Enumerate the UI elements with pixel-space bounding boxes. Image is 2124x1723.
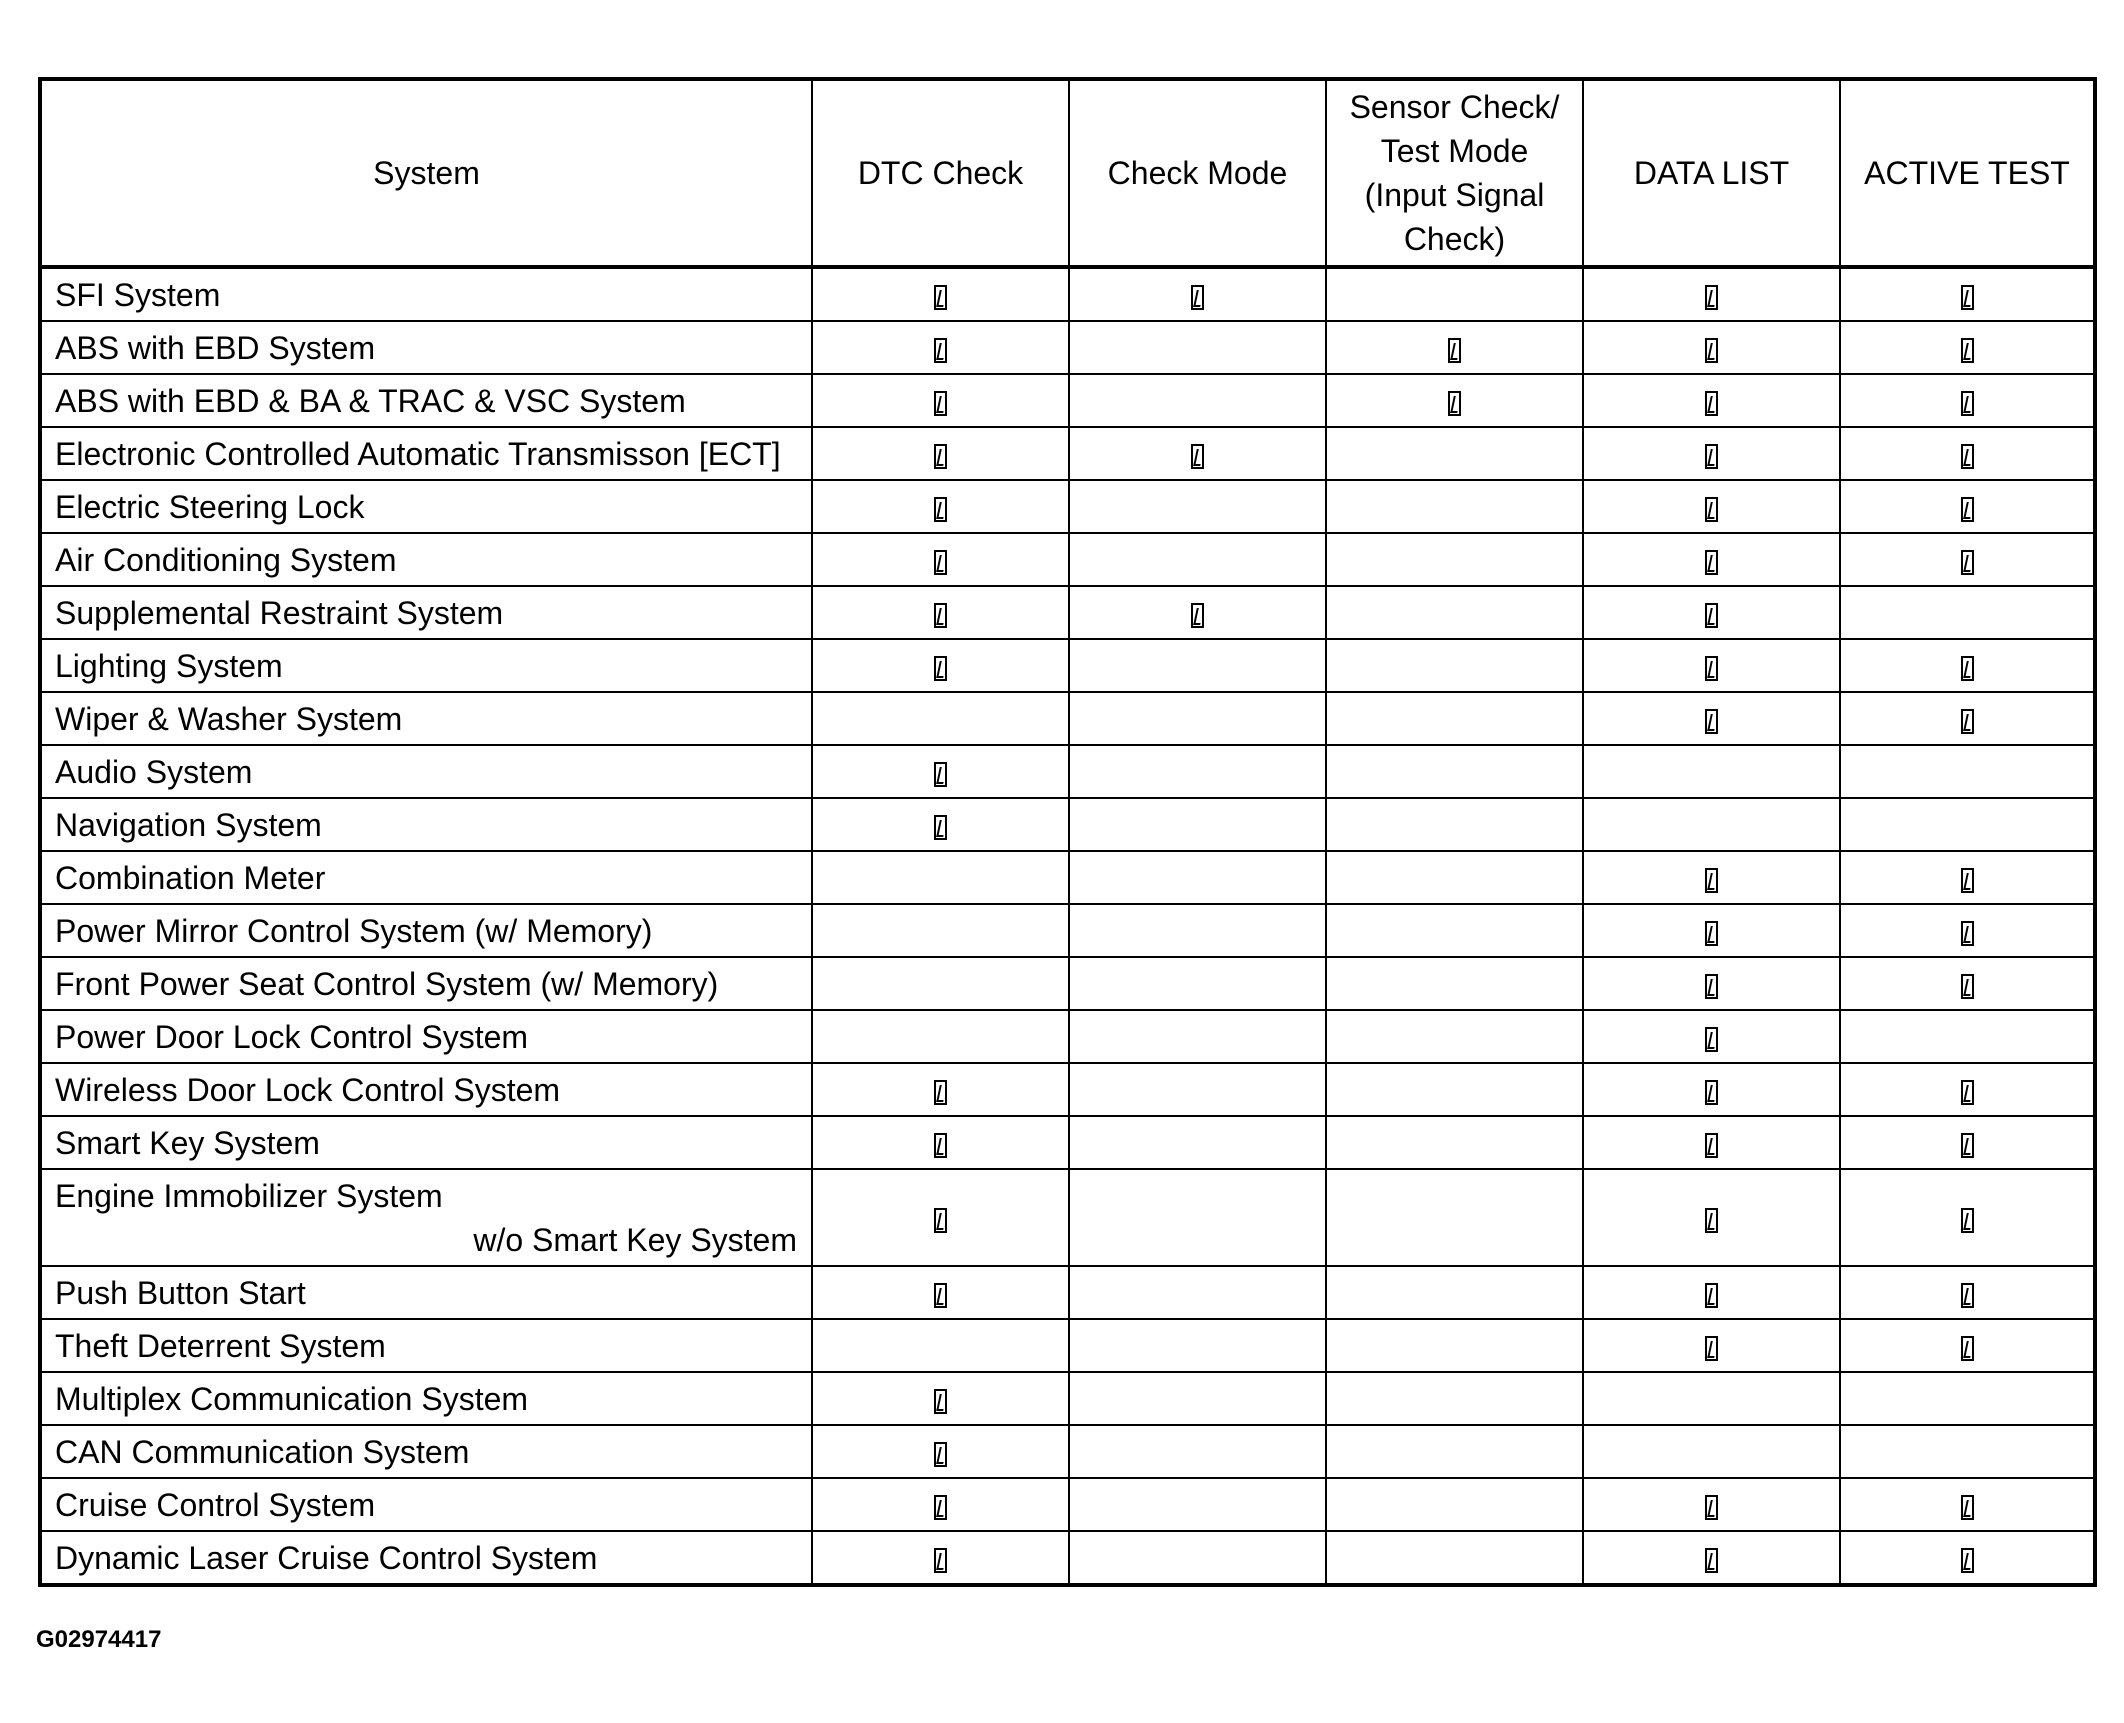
check-box-glyph-icon — [934, 550, 947, 575]
system-name-cell — [40, 267, 812, 321]
system-name-cell — [40, 1010, 812, 1063]
system-name: Power Mirror Control System (w/ Memory) — [55, 912, 653, 949]
check-box-glyph-icon — [934, 656, 947, 681]
mark-cell — [1326, 1169, 1583, 1266]
check-box-glyph-icon — [1705, 603, 1718, 628]
system-name-cell — [40, 1319, 812, 1372]
mark-cell — [1840, 1169, 2095, 1266]
mark-cell — [1840, 639, 2095, 692]
system-name: SFI System — [55, 276, 221, 313]
check-box-glyph-icon — [934, 497, 947, 522]
check-box-glyph-icon — [1191, 603, 1204, 628]
check-box-glyph-icon — [1961, 444, 1974, 469]
check-box-glyph-icon — [1961, 1495, 1974, 1520]
mark-cell — [1326, 267, 1583, 321]
system-function-table — [38, 77, 2097, 1587]
check-box-glyph-icon — [1705, 1208, 1718, 1233]
mark-cell — [1583, 586, 1840, 639]
mark-cell — [1069, 745, 1326, 798]
system-name: ABS with EBD System — [55, 329, 376, 366]
mark-cell — [1583, 1266, 1840, 1319]
system-name: Power Door Lock Control System — [55, 1018, 529, 1055]
system-name: Push Button Start — [55, 1274, 306, 1311]
check-box-glyph-icon — [1705, 1495, 1718, 1520]
mark-cell — [812, 267, 1069, 321]
check-box-glyph-icon — [1961, 1133, 1974, 1158]
mark-cell — [1069, 1063, 1326, 1116]
mark-cell — [1840, 1266, 2095, 1319]
column-header-system: System — [40, 79, 812, 267]
mark-cell — [812, 639, 1069, 692]
check-box-glyph-icon — [1705, 1283, 1718, 1308]
mark-cell — [812, 1478, 1069, 1531]
table-row — [40, 267, 2095, 321]
check-box-glyph-icon — [1705, 1336, 1718, 1361]
table-row — [40, 798, 2095, 851]
check-box-glyph-icon — [1961, 338, 1974, 363]
system-name-cell — [40, 798, 812, 851]
system-name: Audio System — [55, 753, 253, 790]
system-name-cell — [40, 1116, 812, 1169]
system-subtitle: w/o Smart Key System — [473, 1221, 797, 1258]
check-box-glyph-icon — [934, 1495, 947, 1520]
check-box-glyph-icon — [1705, 921, 1718, 946]
mark-cell — [812, 904, 1069, 957]
column-header-sensor-check — [1326, 79, 1583, 267]
check-box-glyph-icon — [1961, 285, 1974, 310]
check-box-glyph-icon — [934, 444, 947, 469]
check-box-glyph-icon — [1705, 338, 1718, 363]
system-name-cell — [40, 586, 812, 639]
column-header-dtc-check: DTC Check — [812, 79, 1069, 267]
system-name: Wireless Door Lock Control System — [55, 1071, 561, 1108]
sensor-check-header-text: Sensor Check/ Test Mode (Input Signal Check) — [1349, 89, 1560, 257]
check-box-glyph-icon — [1961, 1548, 1974, 1573]
system-name-cell — [40, 321, 812, 374]
check-box-glyph-icon — [934, 1133, 947, 1158]
check-box-glyph-icon — [934, 1442, 947, 1467]
mark-cell — [1326, 639, 1583, 692]
check-box-glyph-icon — [1961, 497, 1974, 522]
check-box-glyph-icon — [1961, 656, 1974, 681]
table-row — [40, 1425, 2095, 1478]
mark-cell — [1840, 267, 2095, 321]
table-row — [40, 480, 2095, 533]
check-box-glyph-icon — [1448, 391, 1461, 416]
check-box-glyph-icon — [934, 1080, 947, 1105]
mark-cell — [1840, 1116, 2095, 1169]
check-box-glyph-icon — [1705, 1133, 1718, 1158]
mark-cell — [1840, 904, 2095, 957]
mark-cell — [1326, 374, 1583, 427]
table-row — [40, 1531, 2095, 1585]
mark-cell — [1326, 321, 1583, 374]
mark-cell — [812, 745, 1069, 798]
table-row — [40, 1478, 2095, 1531]
table-row — [40, 904, 2095, 957]
system-name-cell — [40, 374, 812, 427]
mark-cell — [1069, 1425, 1326, 1478]
mark-cell — [1583, 480, 1840, 533]
check-box-glyph-icon — [934, 1283, 947, 1308]
mark-cell — [1840, 851, 2095, 904]
table-row — [40, 745, 2095, 798]
mark-cell — [1583, 1319, 1840, 1372]
mark-cell — [1069, 374, 1326, 427]
column-header-check-mode: Check Mode — [1069, 79, 1326, 267]
table-row — [40, 1010, 2095, 1063]
system-name: CAN Communication System — [55, 1433, 470, 1470]
check-box-glyph-icon — [1191, 444, 1204, 469]
mark-cell — [1840, 745, 2095, 798]
mark-cell — [812, 1266, 1069, 1319]
mark-cell — [1326, 851, 1583, 904]
table-row — [40, 1372, 2095, 1425]
mark-cell — [1583, 427, 1840, 480]
mark-cell — [1840, 1010, 2095, 1063]
table-row — [40, 1116, 2095, 1169]
mark-cell — [1583, 1478, 1840, 1531]
mark-cell — [1583, 374, 1840, 427]
mark-cell — [1069, 427, 1326, 480]
mark-cell — [1583, 1531, 1840, 1585]
mark-cell — [1326, 1116, 1583, 1169]
mark-cell — [1069, 798, 1326, 851]
check-box-glyph-icon — [934, 1548, 947, 1573]
system-name-cell — [40, 639, 812, 692]
mark-cell — [1326, 904, 1583, 957]
mark-cell — [1326, 480, 1583, 533]
system-name: Electric Steering Lock — [55, 488, 365, 525]
mark-cell — [1326, 957, 1583, 1010]
mark-cell — [1069, 1169, 1326, 1266]
system-name: Air Conditioning System — [55, 541, 397, 578]
mark-cell — [1326, 1266, 1583, 1319]
check-box-glyph-icon — [1448, 338, 1461, 363]
system-name: Navigation System — [55, 806, 322, 843]
mark-cell — [1583, 1169, 1840, 1266]
mark-cell — [1840, 798, 2095, 851]
check-box-glyph-icon — [1961, 974, 1974, 999]
mark-cell — [1840, 1319, 2095, 1372]
mark-cell — [1583, 639, 1840, 692]
table-row — [40, 586, 2095, 639]
check-box-glyph-icon — [934, 285, 947, 310]
mark-cell — [812, 586, 1069, 639]
system-name: Multiplex Communication System — [55, 1380, 529, 1417]
system-name-cell — [40, 851, 812, 904]
mark-cell — [1583, 904, 1840, 957]
mark-cell — [1326, 1319, 1583, 1372]
system-name: Smart Key System — [55, 1124, 320, 1161]
table-body — [40, 267, 2095, 1585]
mark-cell — [812, 1116, 1069, 1169]
system-name: Front Power Seat Control System (w/ Memory) — [55, 965, 719, 1002]
mark-cell — [812, 1319, 1069, 1372]
mark-cell — [1326, 533, 1583, 586]
system-name: Lighting System — [55, 647, 283, 684]
table-row — [40, 427, 2095, 480]
mark-cell — [1840, 533, 2095, 586]
mark-cell — [1583, 957, 1840, 1010]
mark-cell — [812, 692, 1069, 745]
table-row — [40, 1169, 2095, 1266]
table-row — [40, 692, 2095, 745]
mark-cell — [1583, 1372, 1840, 1425]
system-name-cell — [40, 480, 812, 533]
mark-cell — [1069, 639, 1326, 692]
mark-cell — [1069, 1266, 1326, 1319]
check-box-glyph-icon — [1705, 974, 1718, 999]
mark-cell — [1069, 1478, 1326, 1531]
check-box-glyph-icon — [1961, 709, 1974, 734]
system-name: ABS with EBD & BA & TRAC & VSC System — [55, 382, 686, 419]
mark-cell — [1840, 692, 2095, 745]
mark-cell — [1583, 745, 1840, 798]
check-box-glyph-icon — [1705, 1027, 1718, 1052]
system-name-cell — [40, 692, 812, 745]
check-box-glyph-icon — [1961, 1336, 1974, 1361]
table-row — [40, 533, 2095, 586]
mark-cell — [812, 1372, 1069, 1425]
check-box-glyph-icon — [1705, 550, 1718, 575]
system-name: Electronic Controlled Automatic Transmisson [ECT] — [55, 435, 781, 472]
mark-cell — [1583, 321, 1840, 374]
mark-cell — [1326, 798, 1583, 851]
mark-cell — [1069, 851, 1326, 904]
mark-cell — [1069, 267, 1326, 321]
mark-cell — [1326, 427, 1583, 480]
check-box-glyph-icon — [1961, 921, 1974, 946]
mark-cell — [1840, 1425, 2095, 1478]
mark-cell — [812, 533, 1069, 586]
mark-cell — [1583, 1063, 1840, 1116]
mark-cell — [812, 1010, 1069, 1063]
mark-cell — [812, 1063, 1069, 1116]
mark-cell — [1583, 692, 1840, 745]
mark-cell — [812, 374, 1069, 427]
check-box-glyph-icon — [1705, 709, 1718, 734]
mark-cell — [812, 480, 1069, 533]
system-name-cell — [40, 1063, 812, 1116]
mark-cell — [1326, 745, 1583, 798]
system-name-cell — [40, 1425, 812, 1478]
check-box-glyph-icon — [934, 391, 947, 416]
check-box-glyph-icon — [1705, 497, 1718, 522]
mark-cell — [1326, 1425, 1583, 1478]
check-box-glyph-icon — [934, 338, 947, 363]
mark-cell — [1326, 1010, 1583, 1063]
system-name-cell — [40, 533, 812, 586]
mark-cell — [1840, 427, 2095, 480]
check-box-glyph-icon — [1705, 391, 1718, 416]
mark-cell — [1069, 1372, 1326, 1425]
check-box-glyph-icon — [1705, 1548, 1718, 1573]
check-box-glyph-icon — [1961, 391, 1974, 416]
mark-cell — [812, 851, 1069, 904]
mark-cell — [1583, 798, 1840, 851]
table-row — [40, 374, 2095, 427]
table-row — [40, 957, 2095, 1010]
system-name: Dynamic Laser Cruise Control System — [55, 1539, 598, 1576]
mark-cell — [812, 1531, 1069, 1585]
mark-cell — [1326, 1531, 1583, 1585]
mark-cell — [1326, 1372, 1583, 1425]
mark-cell — [812, 798, 1069, 851]
column-header-data-list: DATA LIST — [1583, 79, 1840, 267]
check-box-glyph-icon — [934, 1208, 947, 1233]
system-name: Supplemental Restraint System — [55, 594, 504, 631]
table-row — [40, 1063, 2095, 1116]
check-box-glyph-icon — [934, 603, 947, 628]
check-box-glyph-icon — [1705, 285, 1718, 310]
mark-cell — [1069, 586, 1326, 639]
system-name: Engine Immobilizer System — [55, 1177, 443, 1214]
mark-cell — [1069, 321, 1326, 374]
mark-cell — [1840, 1478, 2095, 1531]
system-name-cell — [40, 904, 812, 957]
mark-cell — [1583, 533, 1840, 586]
mark-cell — [1840, 374, 2095, 427]
mark-cell — [1069, 1319, 1326, 1372]
mark-cell — [1583, 851, 1840, 904]
mark-cell — [1840, 321, 2095, 374]
mark-cell — [812, 1425, 1069, 1478]
mark-cell — [812, 321, 1069, 374]
mark-cell — [812, 957, 1069, 1010]
table-row — [40, 1266, 2095, 1319]
mark-cell — [1583, 267, 1840, 321]
mark-cell — [1840, 957, 2095, 1010]
mark-cell — [1069, 1531, 1326, 1585]
check-box-glyph-icon — [1961, 550, 1974, 575]
system-name-cell — [40, 1372, 812, 1425]
system-name-cell — [40, 745, 812, 798]
check-box-glyph-icon — [1191, 285, 1204, 310]
mark-cell — [1583, 1010, 1840, 1063]
check-box-glyph-icon — [1961, 868, 1974, 893]
check-box-glyph-icon — [1961, 1283, 1974, 1308]
mark-cell — [1326, 586, 1583, 639]
mark-cell — [1840, 1372, 2095, 1425]
check-box-glyph-icon — [1961, 1208, 1974, 1233]
check-box-glyph-icon — [934, 815, 947, 840]
mark-cell — [1583, 1116, 1840, 1169]
system-name: Theft Deterrent System — [55, 1327, 386, 1364]
check-box-glyph-icon — [934, 762, 947, 787]
check-box-glyph-icon — [1705, 656, 1718, 681]
column-header-active-test: ACTIVE TEST — [1840, 79, 2095, 267]
table-row — [40, 639, 2095, 692]
mark-cell — [1069, 533, 1326, 586]
mark-cell — [1069, 692, 1326, 745]
check-box-glyph-icon — [934, 1389, 947, 1414]
table-header-row — [40, 79, 2095, 267]
system-name-cell — [40, 1531, 812, 1585]
mark-cell — [1069, 904, 1326, 957]
system-name-cell — [40, 427, 812, 480]
mark-cell — [1069, 1010, 1326, 1063]
figure-id: G02974417 — [36, 1626, 162, 1653]
table-row — [40, 1319, 2095, 1372]
mark-cell — [1840, 480, 2095, 533]
table-row — [40, 321, 2095, 374]
check-box-glyph-icon — [1961, 1080, 1974, 1105]
mark-cell — [1069, 480, 1326, 533]
check-box-glyph-icon — [1705, 444, 1718, 469]
mark-cell — [1326, 692, 1583, 745]
check-box-glyph-icon — [1705, 868, 1718, 893]
system-name: Wiper & Washer System — [55, 700, 403, 737]
check-box-glyph-icon — [1705, 1080, 1718, 1105]
table-row — [40, 851, 2095, 904]
system-name-cell — [40, 957, 812, 1010]
mark-cell — [1840, 1063, 2095, 1116]
system-name: Combination Meter — [55, 859, 326, 896]
system-name-cell — [40, 1266, 812, 1319]
mark-cell — [1069, 957, 1326, 1010]
mark-cell — [812, 427, 1069, 480]
mark-cell — [1326, 1063, 1583, 1116]
system-name: Cruise Control System — [55, 1486, 376, 1523]
mark-cell — [1840, 1531, 2095, 1585]
mark-cell — [1069, 1116, 1326, 1169]
mark-cell — [812, 1169, 1069, 1266]
system-name-cell — [40, 1169, 812, 1266]
mark-cell — [1840, 586, 2095, 639]
mark-cell — [1583, 1425, 1840, 1478]
mark-cell — [1326, 1478, 1583, 1531]
system-name-cell — [40, 1478, 812, 1531]
